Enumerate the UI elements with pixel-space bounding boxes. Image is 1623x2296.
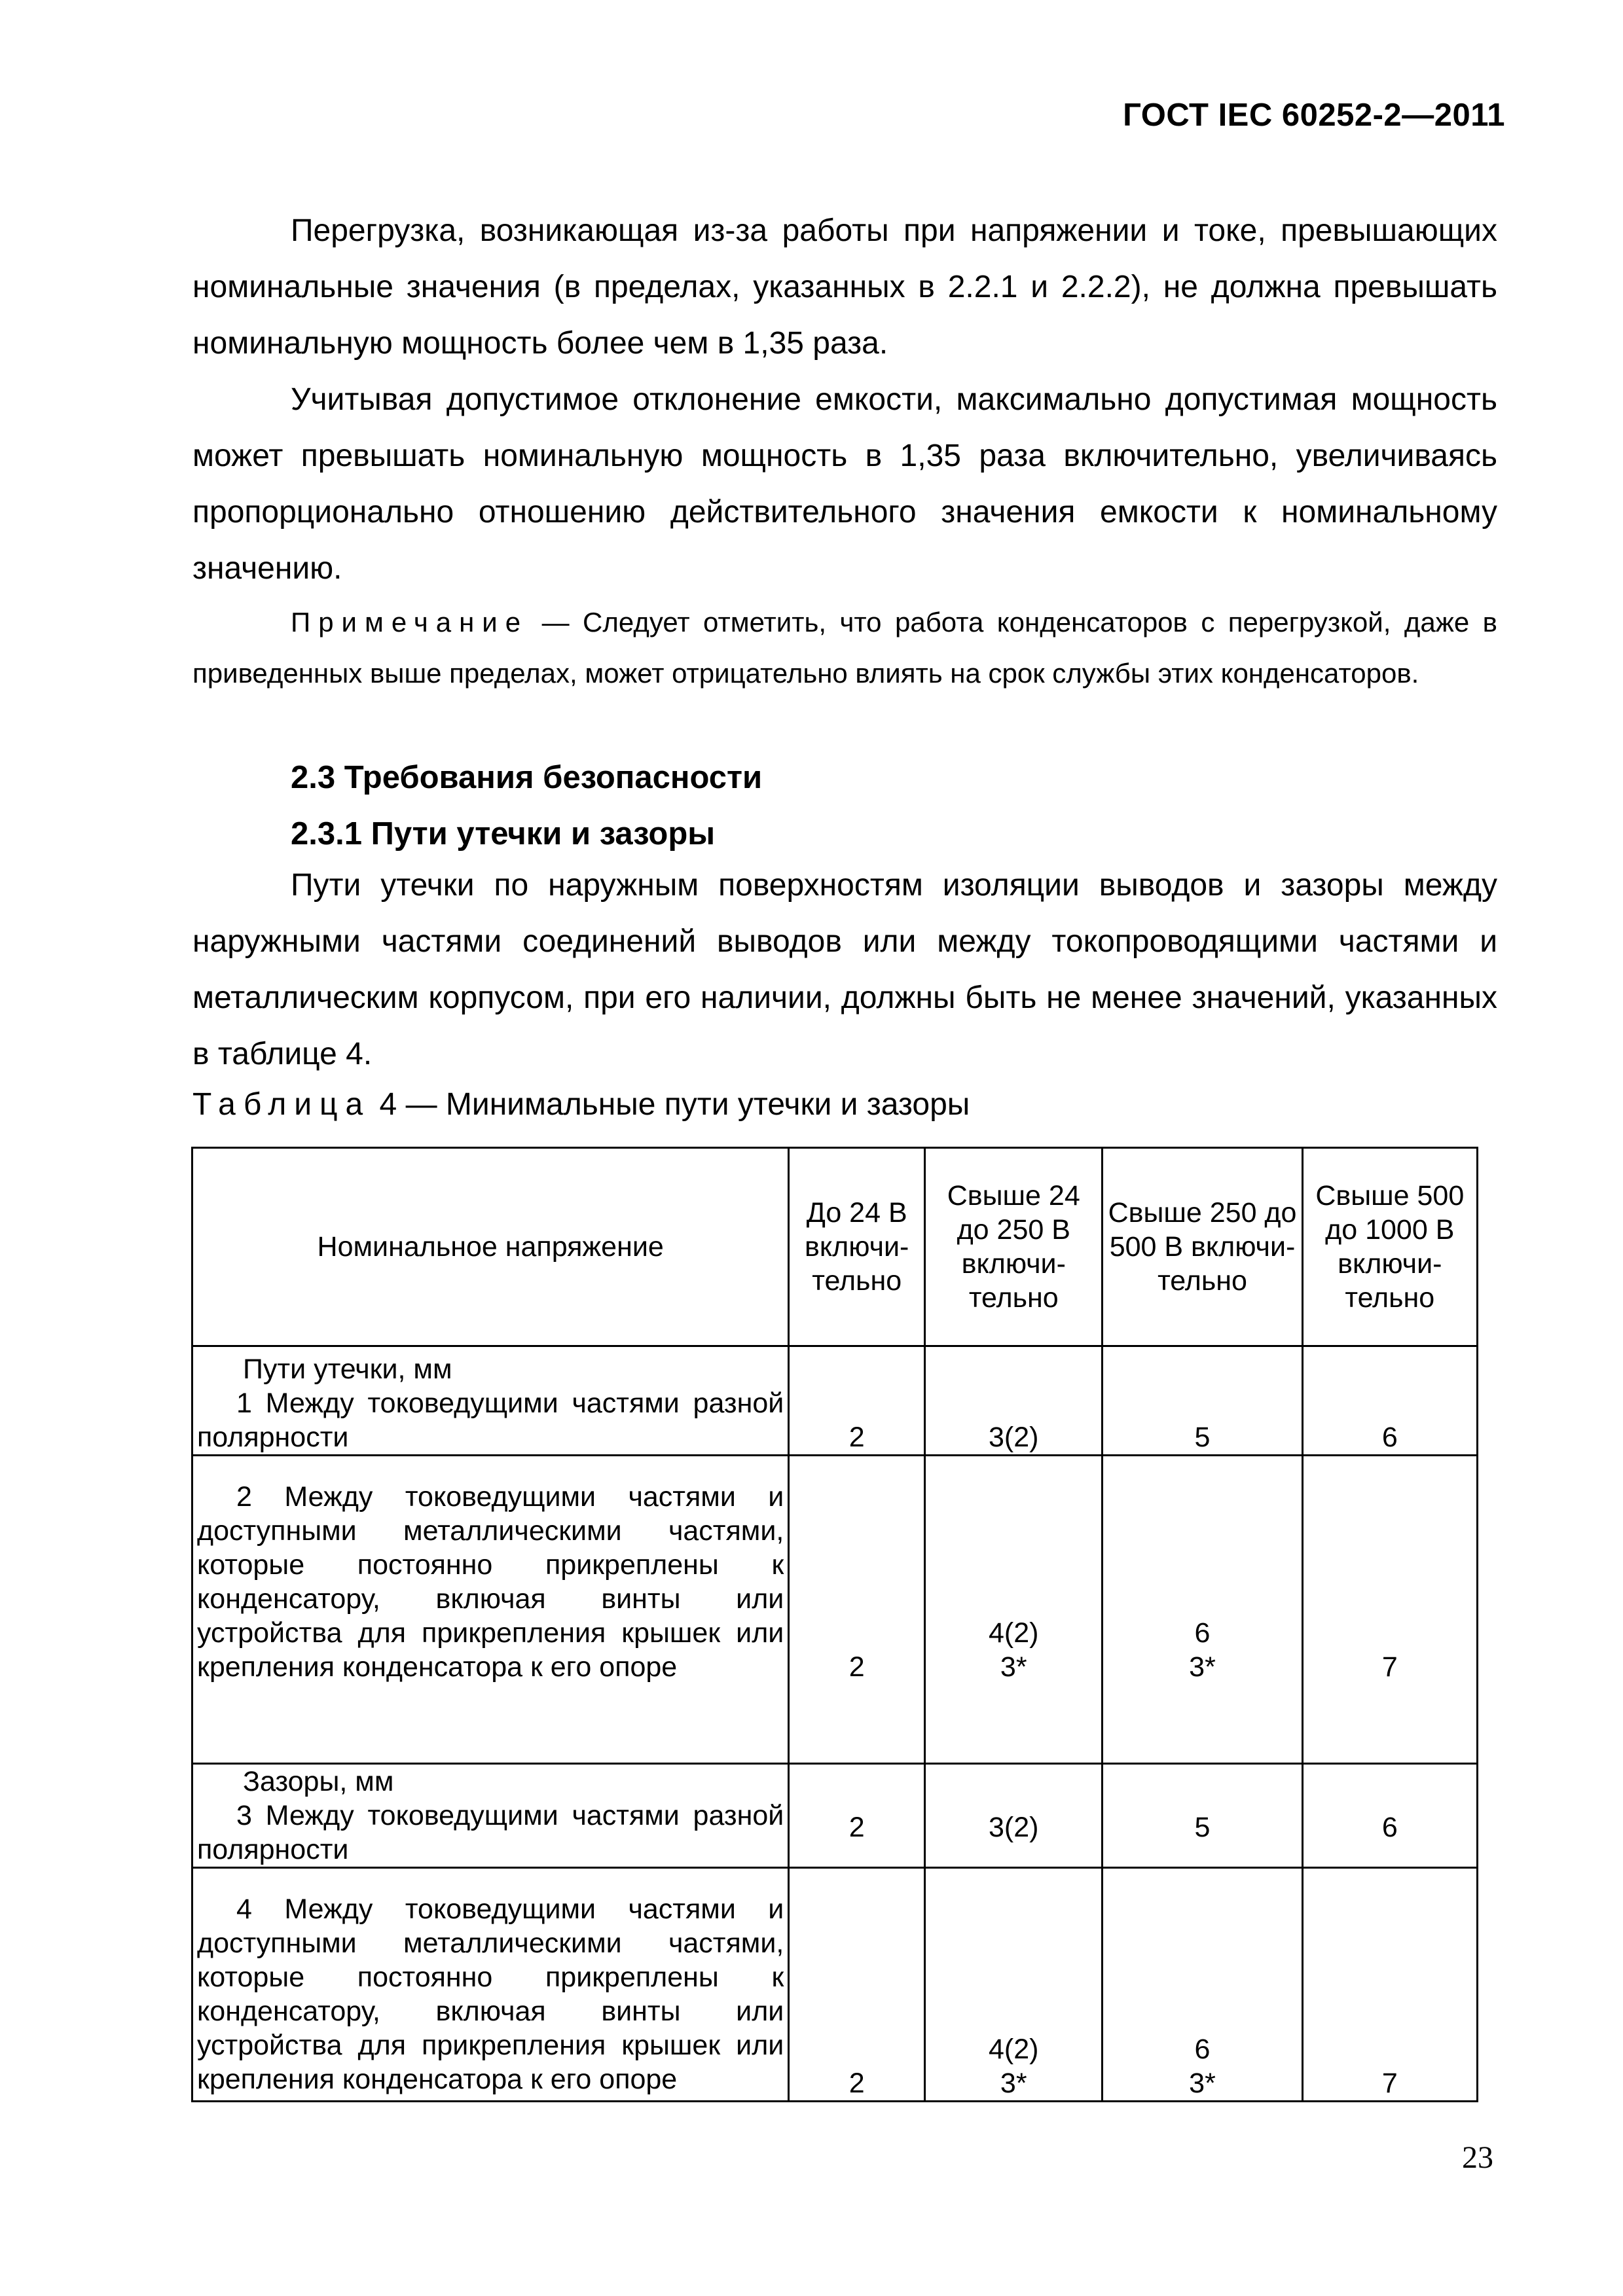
table-row [192,1868,1478,2102]
row-3-description [192,1764,789,1868]
row-4-value-500v-secondary: 3* [1189,2068,1216,2099]
row-3-text: 3 Между токоведущими частями разной полярности [197,1800,784,1865]
row-4-value-250v-primary: 4(2) [989,2034,1039,2065]
row-4-value-500v-primary: 6 [1194,2034,1211,2065]
row-1-text: 1 Между токоведущими частями разной полярности [197,1388,784,1453]
row-1-value-24v: 2 [789,1346,925,1456]
note-label: Примечание [291,607,529,637]
table-caption [192,1086,970,1122]
header-500-1000v: Свыше 500 до 1000 В включи-тельно [1302,1148,1477,1346]
note-text: — Следует отметить, что работа конденсаторов с перегрузкой, даже в приведенных выше пределах, может отрицательно влиять на срок службы этих конденсаторов. [192,607,1497,689]
row-2-value-250v [925,1456,1103,1764]
table-caption-label: Таблица [192,1087,371,1122]
row-2-value-250v-secondary: 3* [1000,1651,1027,1683]
note-paragraph [192,597,1497,699]
header-up-to-24v: До 24 В включи-тельно [789,1148,925,1346]
document-standard-header: ГОСТ IEC 60252-2—2011 [1123,98,1505,133]
row-1-value-250v: 3(2) [925,1346,1103,1456]
row-4-value-24v: 2 [789,1868,925,2102]
table-caption-text: 4 — Минимальные пути утечки и зазоры [371,1087,970,1122]
header-250-500v: Свыше 250 до 500 В включи-тельно [1103,1148,1302,1346]
row-2-text: 2 Между токоведущими частями и доступными металлическими частями, которые постоянно прикреплены к конденсатору, включая винты или устройства для прикрепления крышек или крепления конденсатора к его опоре [197,1481,784,1683]
group-title-creepage: Пути утечки, мм [243,1354,452,1385]
group-title-clearance: Зазоры, мм [243,1766,394,1797]
paragraph-block-1 [192,203,1497,597]
row-3-value-500v: 5 [1103,1764,1302,1868]
table-row [192,1456,1478,1764]
row-1-value-500v: 5 [1103,1346,1302,1456]
header-rated-voltage: Номинальное напряжение [192,1148,789,1346]
row-2-value-500v-secondary: 3* [1189,1651,1216,1683]
header-24-250v: Свыше 24 до 250 В включи-тельно [925,1148,1103,1346]
row-2-value-250v-primary: 4(2) [989,1617,1039,1649]
row-4-value-250v-secondary: 3* [1000,2068,1027,2099]
row-3-value-1000v: 6 [1302,1764,1477,1868]
section-heading-2-3-1: 2.3.1 Пути утечки и зазоры [291,816,716,852]
row-4-value-250v [925,1868,1103,2102]
table-row [192,1764,1478,1868]
row-2-value-1000v: 7 [1302,1456,1477,1764]
row-2-value-24v: 2 [789,1456,925,1764]
page-number: 23 [1462,2140,1493,2175]
table-row [192,1346,1478,1456]
row-3-value-24v: 2 [789,1764,925,1868]
row-4-text: 4 Между токоведущими частями и доступными металлическими частями, которые постоянно прикреплены к конденсатору, включая винты или устройства для прикрепления крышек или крепления конденсатора к его опоре [197,1893,784,2095]
row-4-value-500v [1103,1868,1302,2102]
paragraph-overload: Перегрузка, возникающая из-за работы при напряжении и токе, превышающих номинальные значения (в пределах, указанных в 2.2.1 и 2.2.2), не должна превышать номинальную мощность более чем в 1,35 раза. [192,213,1497,361]
table-header-row [192,1148,1478,1346]
section-heading-2-3: 2.3 Требования безопасности [291,760,763,795]
paragraph-block-2 [192,857,1497,1083]
row-2-description [192,1456,789,1764]
paragraph-creepage: Пути утечки по наружным поверхностям изоляции выводов и зазоры между наружными частями соединений выводов или между токопроводящими частями и металлическим корпусом, при его наличии, должны быть не менее значений, указанных в таблице 4. [192,868,1497,1071]
table-min-creepage-clearance [191,1147,1478,2102]
row-3-value-250v: 3(2) [925,1764,1103,1868]
row-4-description [192,1868,789,2102]
row-4-value-1000v: 7 [1302,1868,1477,2102]
row-2-value-500v-primary: 6 [1194,1617,1211,1649]
paragraph-capacitance: Учитывая допустимое отклонение емкости, максимально допустимая мощность может превышать номинальную мощность в 1,35 раза включительно, увеличиваясь пропорционально отношению действительного значения емкости к номинальному значению. [192,382,1497,586]
row-2-value-500v [1103,1456,1302,1764]
row-1-value-1000v: 6 [1302,1346,1477,1456]
row-1-description [192,1346,789,1456]
